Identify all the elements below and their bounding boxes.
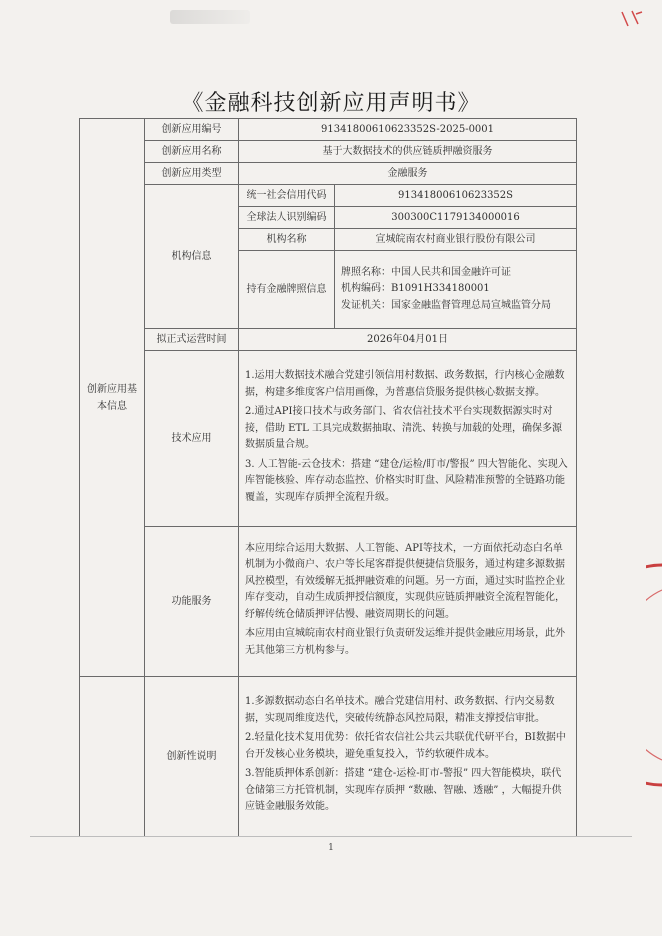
app-type-label: 创新应用类型 [145, 163, 239, 185]
credit-code-label: 统一社会信用代码 [239, 185, 335, 207]
innovation-paragraph: 3.智能质押体系创新：搭建 “建仓-运检-盯市-警报” 四大智能模块，联代仓储第三方托管机制，实现库存质押 “数融、智融、透融” ，大幅提升供应链金融服务效能。 [245, 768, 562, 813]
function-label: 功能服务 [145, 527, 239, 677]
launch-value: 2026年04月01日 [239, 329, 577, 351]
lei-value: 300300C1179134000016 [335, 207, 577, 229]
function-paragraph: 本应用综合运用大数据、人工智能、API等技术，一方面依托动态白名单机制为小微商户、农户等长尾客群提供便捷信贷服务，通过构建多源数据风控模型，有效缓解无抵押融资难的问题。另一方面，通过实时监控企业库存变动，自动生成质押授信额度，实现供应链质押融资全流程智能化，纾解传统仓储质押评估慢、融资周期长的问题。 [245, 542, 565, 620]
tech-label: 技术应用 [145, 351, 239, 527]
lei-label: 全球法人识别编码 [239, 207, 335, 229]
section-label-continued [80, 677, 145, 837]
page-title: 《金融科技创新应用声明书》 [181, 91, 481, 116]
tech-content [239, 351, 577, 527]
footer-rule [30, 836, 632, 837]
function-paragraph: 本应用由宣城皖南农村商业银行负责研发运维并提供金融应用场景，此外无其他第三方机构参与。 [245, 628, 565, 656]
innovation-paragraph: 1.多源数据动态白名单技术。融合党建信用村、政务数据、行内交易数据，实现周维度迭代，突破传统静态风控局限，精准支撑授信审批。 [245, 696, 555, 724]
red-seal-fragment [618, 8, 644, 30]
institution-name-value: 宣城皖南农村商业银行股份有限公司 [335, 229, 577, 251]
section-label: 创新应用基本信息 [80, 119, 145, 677]
license-name: 牌照名称：中国人民共和国金融许可证 [341, 266, 511, 278]
license-info [335, 251, 577, 329]
license-issuer: 发证机关：国家金融监督管理总局宣城监管分局 [341, 299, 551, 311]
app-name-label: 创新应用名称 [145, 141, 239, 163]
tech-paragraph: 2.通过API接口技术与政务部门、省农信社技术平台实现数据源实时对接，借助 ETL 工具完成数据抽取、清洗、转换与加载的处理，确保多源数据质量合规。 [245, 406, 562, 450]
page-number: 1 [328, 843, 334, 853]
app-type-value: 金融服务 [239, 163, 577, 185]
institution-label: 机构信息 [145, 185, 239, 329]
declaration-table [79, 118, 577, 837]
innovation-paragraph: 2.轻量化技术复用优势：依托省农信社公共云共联优代研平台，BI数据中台开发核心业务模块，避免重复投入，节约软硬件成本。 [245, 732, 566, 760]
tech-paragraph: 1.运用大数据技术融合党建引领信用村数据、政务数据，行内核心金融数据，构建多维度客户信用画像，为普惠信贷服务提供核心数据支撑。 [245, 370, 565, 398]
launch-label: 拟正式运营时间 [145, 329, 239, 351]
tech-paragraph: 3. 人工智能-云仓技术：搭建 “建仓/运检/盯市/警报” 四大智能化、实现入库智能核验、库存动态监控、价格实时盯盘、风险精准预警的全链路功能覆盖，实现库存质押全流程升级。 [245, 458, 568, 503]
institution-name-label: 机构名称 [239, 229, 335, 251]
app-id-label: 创新应用编号 [145, 119, 239, 141]
red-seal-edge [646, 560, 662, 790]
innovation-label: 创新性说明 [145, 677, 239, 837]
function-content [239, 527, 577, 677]
license-code: 机构编码：B1091H334180001 [341, 283, 490, 295]
app-id-value: 91341800610623352S-2025-0001 [239, 119, 577, 141]
credit-code-value: 91341800610623352S [335, 185, 577, 207]
scan-smudge [170, 10, 250, 24]
app-name-value: 基于大数据技术的供应链质押融资服务 [239, 141, 577, 163]
innovation-content [239, 677, 577, 837]
license-label: 持有金融牌照信息 [239, 251, 335, 329]
